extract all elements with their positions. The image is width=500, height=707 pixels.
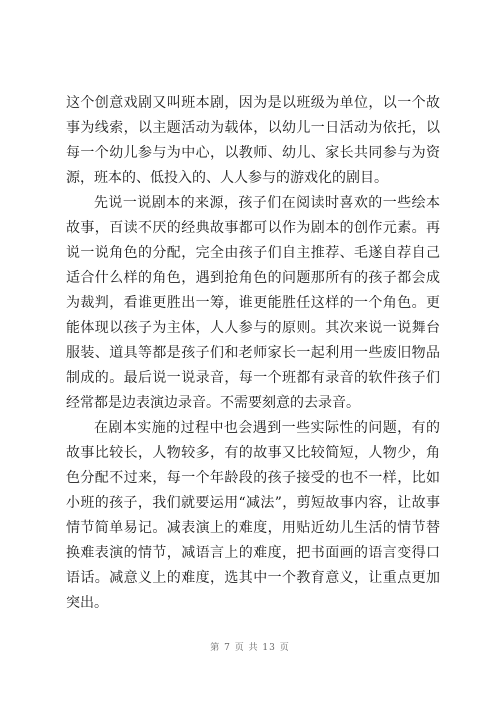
page-number-footer: 第 7 页 共 13 页 <box>210 643 290 653</box>
paragraph-intro: 这个创意戏剧又叫班本剧，因为是以班级为单位，以一个故事为线索，以主题活动为载体，以幼儿一日活动为依托，以每一个幼儿参与为中心，以教师、幼儿、家长共同参与为资源，班本的、低投入的、人人参与的游戏化的剧目。 <box>66 95 440 186</box>
paragraph-script-source: 先说一说剧本的来源，孩子们在阅读时喜欢的一些绘本故事，百读不厌的经典故事都可以作为剧本的创作元素。再说一说角色的分配，完全由孩子们自主推荐、毛遂自荐自己适合什么样的角色，遇到抢角色的问题那所有的孩子都会成为裁判，看谁更胜出一筹，谁更能胜任这样的一个角色。更能体现以孩子为主体，人人参与的原则。其次来说一说舞台服装、道具等都是孩子们和老师家长一起利用一些废旧物品制成的。最后说一说录音，每一个班都有录音的软件孩子们经常都是边表演边录音。不需要刻意的去录音。 <box>66 195 440 411</box>
document-body <box>66 91 440 616</box>
paragraph-implementation: 在剧本实施的过程中也会遇到一些实际性的问题，有的故事比较长，人物较多，有的故事又比较简短，人物少，角色分配不过来，每一个年龄段的孩子接受的也不一样，比如小班的孩子，我们就要运用“减法”，剪短故事内容，让故事情节简单易记。减表演上的难度，用贴近幼儿生活的情节替换难表演的情节，减语言上的难度，把书面画的语言变得口语话。减意义上的难度，选其中一个教育意义，让重点更加突出。 <box>66 420 440 611</box>
